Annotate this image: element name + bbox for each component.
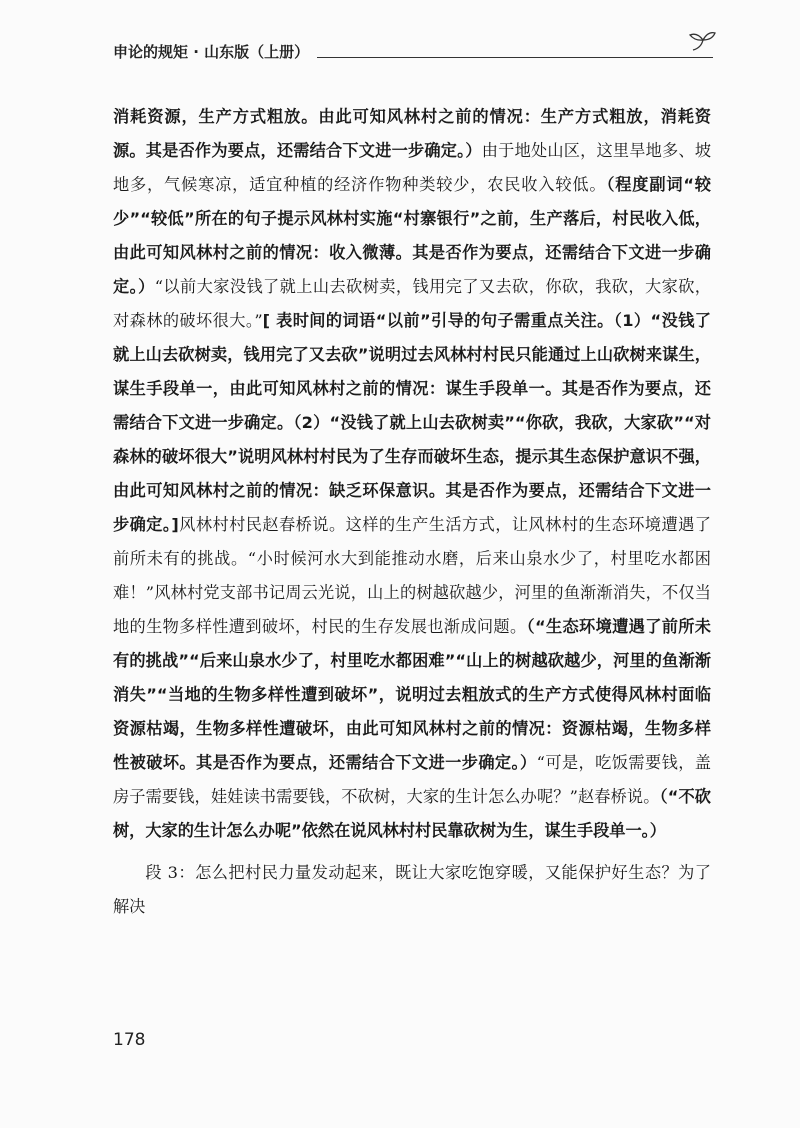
source-text: “可是，吃饭需要钱，盖房子需要钱，娃娃读书需要钱，不砍树，大家的生计怎么办呢？”赵春桥说。 — [113, 753, 711, 806]
source-text: 风林村村民赵春桥说。这样的生产生活方式，让风林村的生态环境遭遇了前所未有的挑战。“小时候河水大到能推动水磨，后来山泉水少了，村里吃水都困难！”风林村党支部书记周云光说，山上的树越砍越少，河里的鱼渐渐消失，不仅当地的生物多样性遭到破坏，村民的生存发展也渐成问题。 — [113, 515, 711, 636]
body-text — [113, 100, 711, 924]
running-header — [113, 34, 713, 62]
annotation-text: （“生态环境遭遇了前所未有的挑战”“后来山泉水少了，村里吃水都困难”“山上的树越砍越少，河里的鱼渐渐消失”“当地的生物多样性遭到破坏”，说明过去粗放式的生产方式使得风林村面临资源枯竭，生物多样性遭破坏，由此可知风林村之前的情况：资源枯竭，生物多样性被破坏。其是否作为要点，还需结合下文进一步确定。） — [113, 617, 711, 772]
source-text: 由于地处山区，这里旱地多、坡地多，气候寒凉，适宜种植的经济作物种类较少，农民收入较低。 — [113, 141, 712, 194]
annotation-text: （“不砍树，大家的生计怎么办呢”依然在说风林村村民靠砍树为生，谋生手段单一。） — [113, 787, 711, 840]
annotation-text: [ 表时间的词语“以前”引导的句子需重点关注。（1）“没钱了就上山去砍树卖，钱用完了又去砍”说明过去风林村村民只能通过上山砍树来谋生，谋生手段单一，由此可知风林村之前的情况：谋生手段单一。其是否作为要点，还需结合下文进一步确定。（2）“没钱了就上山去砍树卖”“你砍，我砍，大家砍”“对森林的破坏很大”说明风林村村民为了生存而破坏生态，提示其生态保护意识不强，由此可知风林村之前的情况：缺乏环保意识。其是否作为要点，还需结合下文进一步确定。] — [113, 311, 711, 534]
paragraph-analysis — [113, 100, 711, 848]
annotation-text: 消耗资源，生产方式粗放。由此可知风林村之前的情况：生产方式粗放，消耗资源。其是否作为要点，还需结合下文进一步确定。） — [113, 107, 711, 160]
sprout-icon — [687, 28, 717, 54]
header-title: 申论的规矩 · 山东版（上册） — [113, 43, 310, 61]
source-text: “以前大家没钱了就上山去砍树卖，钱用完了又去砍，你砍，我砍，大家砍，对森林的破坏很大。” — [113, 277, 711, 330]
page-number: 178 — [113, 1030, 146, 1050]
paragraph-section-3: 段 3：怎么把村民力量发动起来，既让大家吃饱穿暖，又能保护好生态？为了解决 — [113, 863, 711, 916]
annotation-text: （程度副词“较少”“较低”所在的句子提示风林村实施“村寨银行”之前，生产落后，村民收入低，由此可知风林村之前的情况：收入微薄。其是否作为要点，还需结合下文进一步确定。） — [113, 175, 711, 296]
header-rule — [317, 57, 713, 58]
